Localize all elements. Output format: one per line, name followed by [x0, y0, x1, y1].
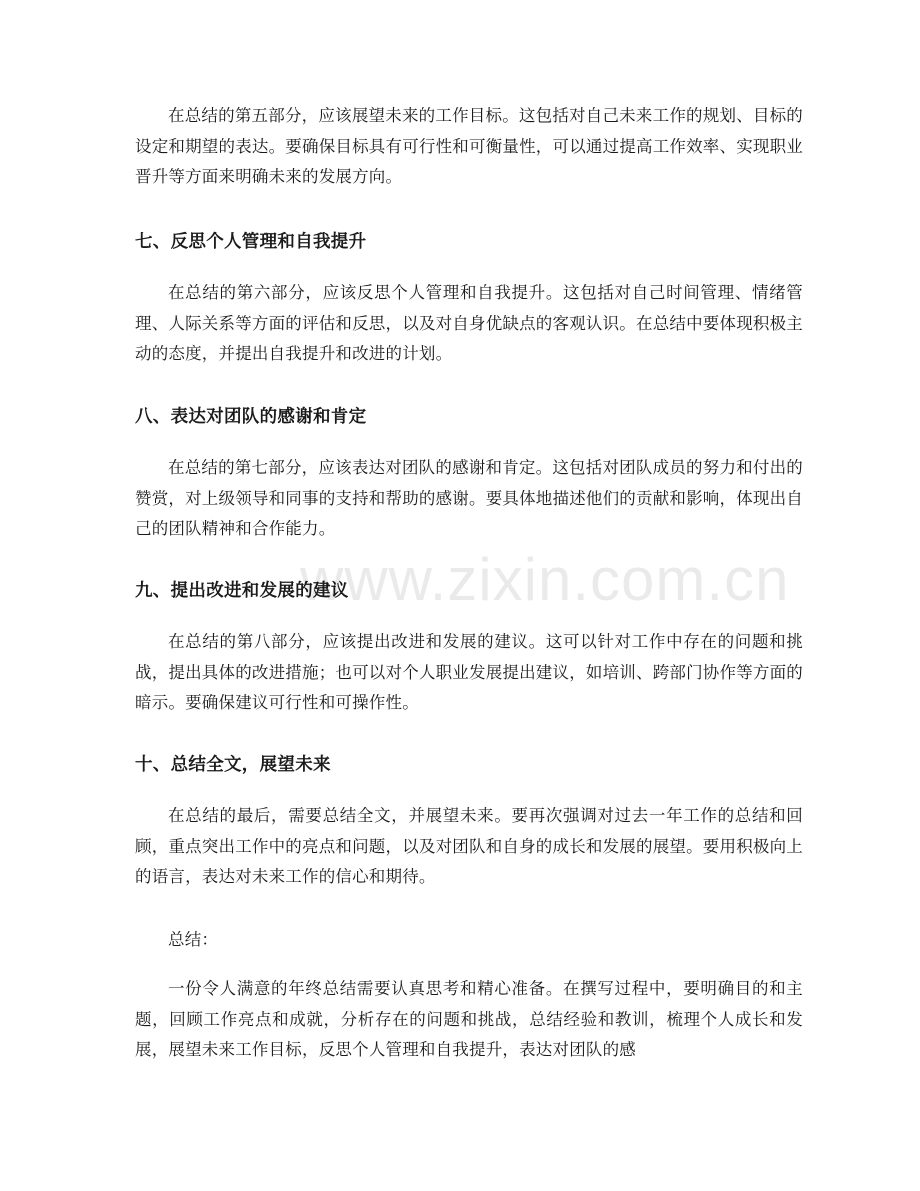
section-heading-8: [135, 404, 803, 430]
paragraph-text: 在总结的第七部分，应该表达对团队的感谢和肯定。这包括对团队成员的努力和付出的赞赏，对上级领导和同事的支持和帮助的感谢。要具体地描述他们的贡献和影响，体现出自己的团队精神和合作能力。: [135, 458, 803, 538]
paragraph-suggestions: [135, 627, 803, 719]
section-heading-10: [135, 752, 803, 778]
section-heading-7: [135, 229, 803, 255]
heading-text: 八、表达对团队的感谢和肯定: [135, 407, 367, 427]
paragraph-text: 在总结的第五部分，应该展望未来的工作目标。这包括对自己未来工作的规划、目标的设定和期望的表达。要确保目标具有可行性和可衡量性，可以通过提高工作效率、实现职业晋升等方面来明确未来的发展方向。: [135, 106, 803, 186]
heading-text: 十、总结全文，展望未来: [135, 755, 331, 775]
heading-text: 九、提出改进和发展的建议: [135, 581, 349, 601]
paragraph-team-thanks: [135, 453, 803, 545]
watermark: www.zixin.com.cn: [300, 546, 790, 613]
summary-label-text: 总结：: [168, 930, 219, 949]
paragraph-future-goals: [135, 101, 803, 193]
section-heading-9: [135, 578, 803, 604]
paragraph-text: 在总结的第八部分，应该提出改进和发展的建议。这可以针对工作中存在的问题和挑战，提出具体的改进措施；也可以对个人职业发展提出建议，如培训、跨部门协作等方面的暗示。要确保建议可行性和可操作性。: [135, 632, 803, 712]
heading-text: 七、反思个人管理和自我提升: [135, 232, 367, 252]
paragraph-text: 在总结的第六部分，应该反思个人管理和自我提升。这包括对自己时间管理、情绪管理、人际关系等方面的评估和反思，以及对自身优缺点的客观认识。在总结中要体现积极主动的态度，并提出自我提升和改进的计划。: [135, 283, 803, 363]
paragraph-text: 在总结的最后，需要总结全文，并展望未来。要再次强调对过去一年工作的总结和回顾，重点突出工作中的亮点和问题，以及对团队和自身的成长和发展的展望。要用积极向上的语言，表达对未来工作的信心和期待。: [135, 806, 803, 886]
paragraph-text: 一份令人满意的年终总结需要认真思考和精心准备。在撰写过程中，要明确目的和主题，回顾工作亮点和成就，分析存在的问题和挑战，总结经验和教训，梳理个人成长和发展，展望未来工作目标，反思个人管理和自我提升，表达对团队的感: [135, 979, 803, 1059]
summary-label: [135, 925, 803, 956]
paragraph-summary: [135, 974, 803, 1066]
paragraph-conclusion: [135, 801, 803, 893]
paragraph-self-reflection: [135, 278, 803, 370]
